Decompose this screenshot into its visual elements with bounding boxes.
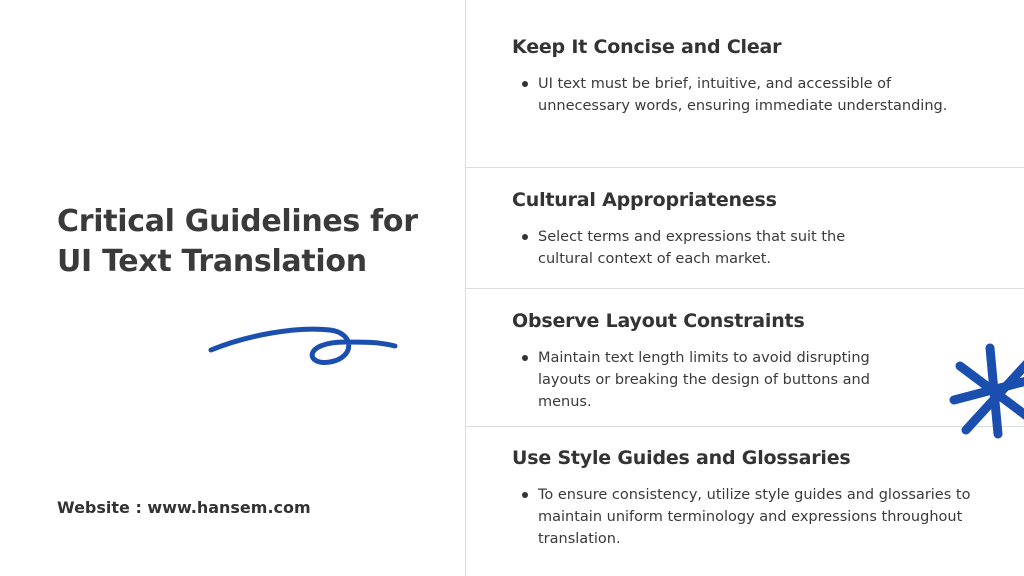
section-concise <box>512 35 982 117</box>
bullet-dot-icon <box>522 81 528 87</box>
bullet-item <box>512 484 983 550</box>
horizontal-divider <box>466 426 1024 427</box>
bullet-item <box>512 73 982 117</box>
horizontal-divider <box>466 288 1024 289</box>
bullet-text: To ensure consistency, utilize style guides and glossaries to maintain uniform terminology and expressions throughout translation. <box>538 487 971 547</box>
section-heading: Keep It Concise and Clear <box>512 36 782 58</box>
bullet-text: UI text must be brief, intuitive, and accessible of unnecessary words, ensuring immediate understanding. <box>538 76 948 114</box>
bullet-text: Maintain text length limits to avoid disrupting layouts or breaking the design of buttons and menus. <box>538 350 870 410</box>
bullet-item <box>512 226 898 270</box>
bullet-dot-icon <box>522 355 528 361</box>
page-title: Critical Guidelines for UI Text Translation <box>57 204 418 279</box>
website-text: Website : www.hansem.com <box>57 498 311 517</box>
swirl-icon <box>205 318 405 374</box>
left-panel <box>0 0 465 576</box>
bullet-dot-icon <box>522 234 528 240</box>
section-heading: Observe Layout Constraints <box>512 310 805 332</box>
section-layout <box>512 309 982 413</box>
section-heading: Cultural Appropriateness <box>512 189 777 211</box>
section-cultural <box>512 188 982 270</box>
bullet-text: Select terms and expressions that suit the cultural context of each market. <box>538 229 846 267</box>
bullet-item <box>512 347 918 413</box>
section-style-guides <box>512 446 982 550</box>
bullet-dot-icon <box>522 492 528 498</box>
asterisk-icon <box>946 340 1024 444</box>
section-heading: Use Style Guides and Glossaries <box>512 447 851 469</box>
horizontal-divider <box>466 167 1024 168</box>
